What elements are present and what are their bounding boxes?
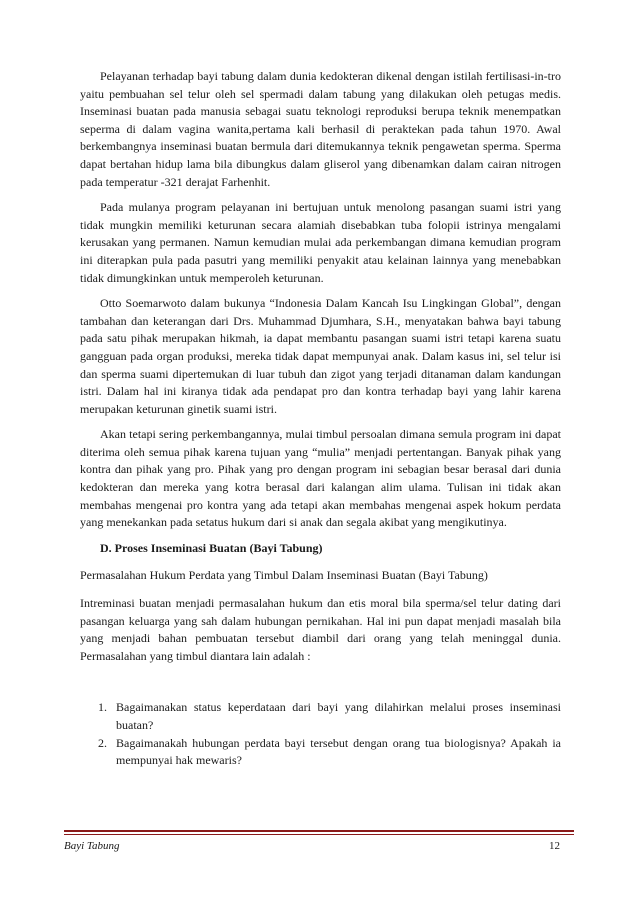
page-number: 12 bbox=[549, 840, 560, 852]
page-body bbox=[80, 68, 561, 770]
footer-rule-thin bbox=[64, 834, 574, 835]
paragraph-4: Akan tetapi sering perkembangannya, mulai timbul persoalan dimana semula program ini dapat diterima oleh semua pihak karena tujuan yang “mulia” menjadi pertentangan. Banyak pihak yang kontra dan pihak yang pro. Pihak yang pro dengan program ini sebagian besar berasal dari dunia kedokteran dan mereka yang kotra berasal dari kalangan alim ulama. Tulisan ini tidak akan membahas mengenai pro kontra yang ada tetapi akan membahas mengenai aspek hokum perdata yang menekankan pada setatus hukum dari si anak dan segala akibat yang mengikutinya. bbox=[80, 427, 561, 530]
paragraph-1: Pelayanan terhadap bayi tabung dalam dunia kedokteran dikenal dengan istilah fertilisasi-in-tro yaitu pembuahan sel telur oleh sel spermadi dalam tabung yang dilakukan oleh petugas medis. Inseminasi buatan pada manusia sebagai suatu teknologi reproduksi berupa teknik menempatkan seperma di dalam vagina wanita,pertama kali berhasil di peraktekan pada tahun 1970. Awal berkembangnya inseminasi buatan bermula dari ditemukannya teknik pengawetan sperma. Sperma dapat bertahan hidup lama bila dibungkus dalam gliserol yang dibenamkan dalam cairan nitrogen pada temperatur -321 derajat Farhenhit. bbox=[80, 69, 561, 189]
list-item bbox=[80, 735, 561, 770]
list-item-text: Bagaimanakan status keperdataan dari bayi yang dilahirkan melalui proses inseminasi buatan? bbox=[116, 700, 561, 732]
footer-title: Bayi Tabung bbox=[64, 840, 120, 852]
paragraph-3: Otto Soemarwoto dalam bukunya “Indonesia Dalam Kancah Isu Lingkingan Global”, dengan tambahan dan keterangan dari Drs. Muhammad Djumhara, S.H., menyatakan bahwa bayi tabung pada satu pihak merupakan hikmah, ia dapat membantu pasangan suami istri tetapi karena suatu gangguan pada organ produksi, mereka tidak dapat mempunyai anak. Dalam kasus ini, sel telur isi dan sperma suami dipertemukan di luar tubuh dan zigot yang terjadi ditanaman dalam kandungan istri. Dalam hal ini kiranya tidak ada pendapat pro dan kontra terhadap bayi yang lahir karena merupakan keturunan ginetik suami istri. bbox=[80, 296, 561, 416]
paragraph-2: Pada mulanya program pelayanan ini bertujuan untuk menolong pasangan suami istri yang tidak mungkin memiliki keturunan secara alamiah disebabkan tuba folopii istrinya mengalami kerusakan yang permanen. Namun kemudian mulai ada perkembangan dimana kemudian program ini diterapkan pula pada pasutri yang memiliki penyakit atau kelainan lainnya yang menebabkan tidak dimungkinkan untuk memperoleh keturunan. bbox=[80, 200, 561, 285]
list-item bbox=[80, 699, 561, 734]
question-list bbox=[80, 699, 561, 769]
list-number: 1. bbox=[98, 700, 107, 715]
subheading: Permasalahan Hukum Perdata yang Timbul Dalam Inseminasi Buatan (Bayi Tabung) bbox=[80, 568, 488, 583]
list-item-text: Bagaimanakah hubungan perdata bayi tersebut dengan orang tua biologisnya? Apakah ia mempunyai hak mewaris? bbox=[116, 735, 561, 768]
section-heading: D. Proses Inseminasi Buatan (Bayi Tabung) bbox=[100, 540, 323, 555]
intro-paragraph: Intreminasi buatan menjadi permasalahan hukum dan etis moral bila sperma/sel telur dating dari pasangan keluarga yang sah dalam hubungan pernikahan. Hal ini pun dapat menjadi masalah bila yang menjadi bahan pembuatan tersebut diambil dari orang yang telah meninggal dunia. Permasalahan yang timbul diantara lain adalah : bbox=[80, 596, 561, 663]
footer-rule-thick bbox=[64, 830, 574, 832]
list-number: 2. bbox=[98, 735, 107, 750]
